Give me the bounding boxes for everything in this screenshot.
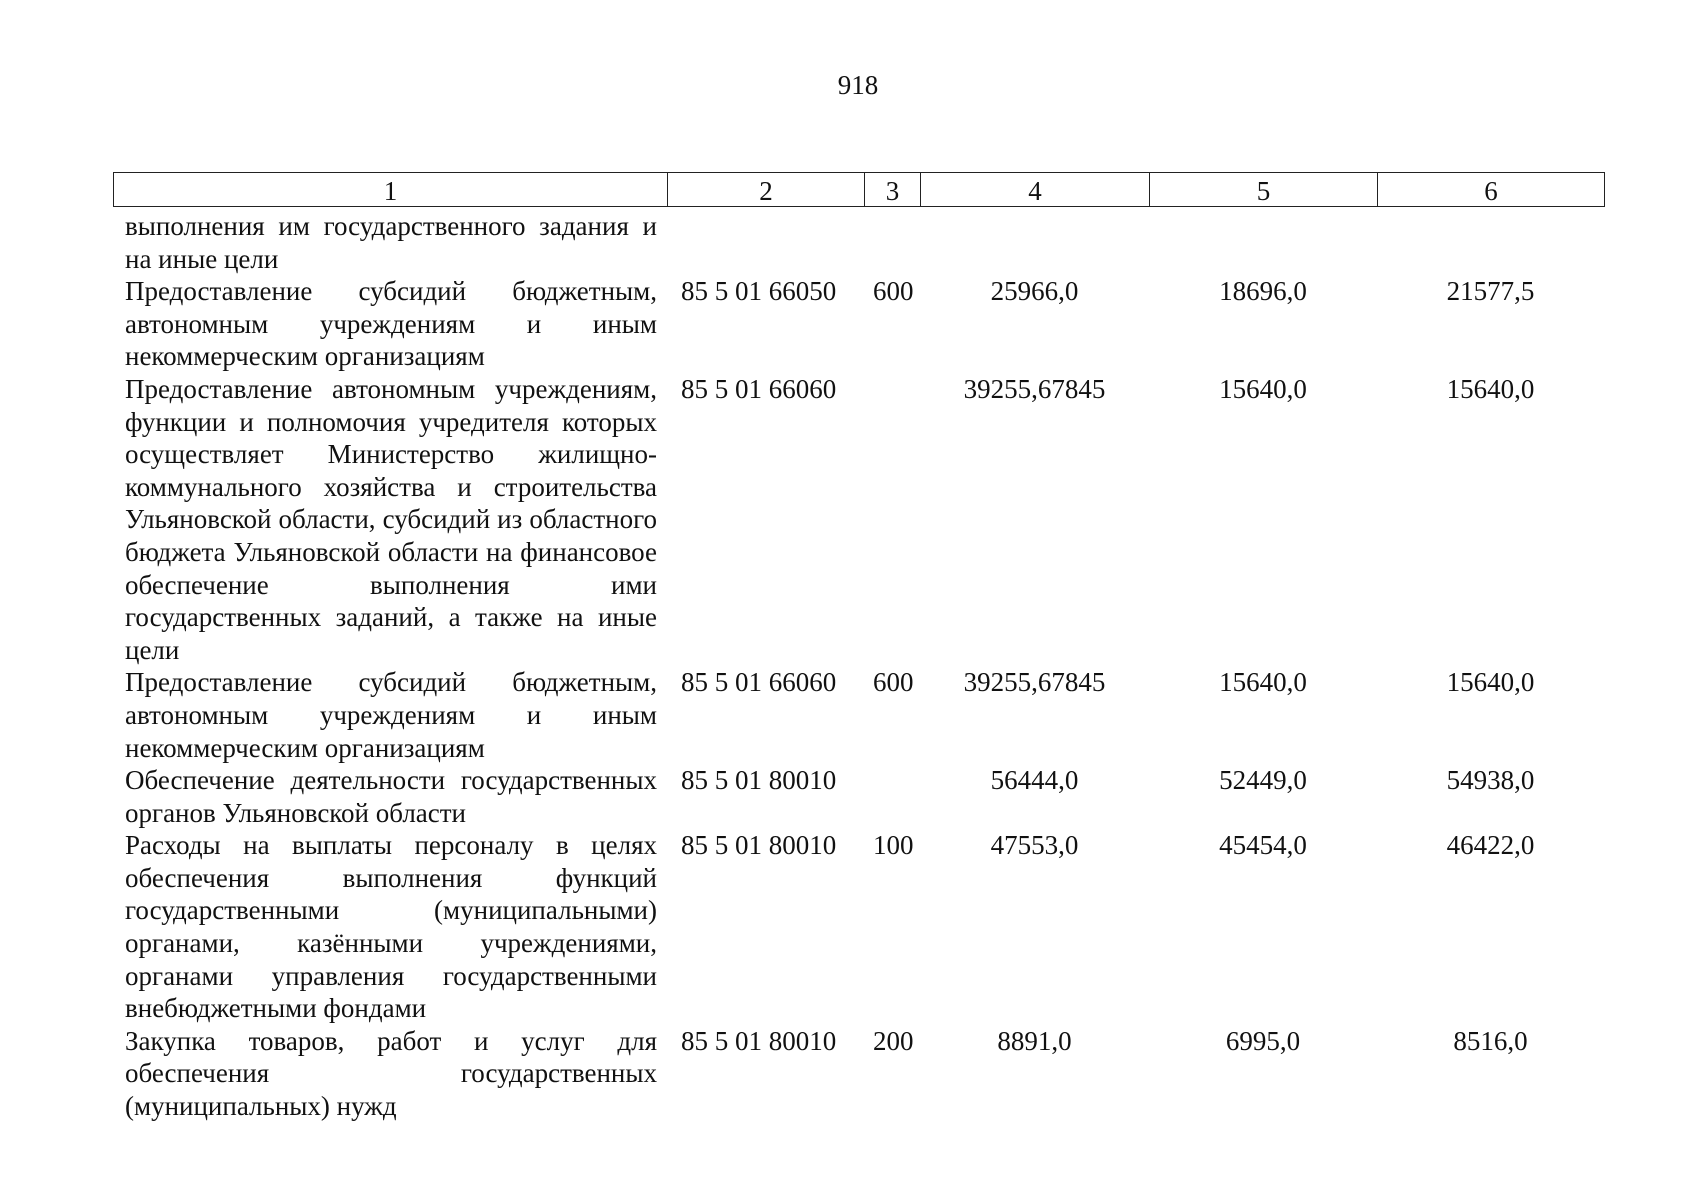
row-value-col4: 8891,0	[997, 1025, 1072, 1056]
row-name: Обеспечение деятельности государственных органов Ульяновской области	[125, 765, 657, 828]
row-code: 85 5 01 80010	[681, 830, 837, 861]
row-value-col5: 6995,0	[1225, 1025, 1301, 1056]
row-name: Предоставление автономным учреждениям, функции и полномочия учредителя которых осуществляет Министерство жилищно-коммунального хозяйства и строительства Ульяновской области, субсидий из областного бюджета Ульяновской области на финансовое обеспечение выполнения ими государственных заданий, а также на иные цели	[125, 373, 657, 665]
header-col-3: 3	[865, 173, 921, 207]
table-row	[113, 829, 1604, 1025]
row-value-col6	[1377, 210, 1604, 275]
budget-table	[113, 210, 1604, 1123]
row-code: 85 5 01 80010	[681, 765, 837, 796]
header-col-2: 2	[668, 173, 865, 207]
row-value-col4: 56444,0	[990, 765, 1079, 796]
row-name: Расходы на выплаты персоналу в целях обеспечения выполнения функций государственными (муниципальными) органами, казёнными учреждениями, органами управления государственными внебюджетными фондами	[125, 830, 657, 1024]
row-value-col6: 46422,0	[1446, 830, 1535, 861]
row-expense-type	[864, 764, 920, 829]
header-row	[114, 173, 1605, 207]
row-value-col4: 39255,67845	[963, 667, 1106, 698]
table-header	[113, 172, 1605, 207]
row-expense-type: 600	[873, 276, 914, 307]
row-value-col4: 39255,67845	[963, 373, 1106, 404]
row-value-col4: 47553,0	[990, 830, 1079, 861]
row-code	[667, 210, 864, 275]
row-expense-type: 600	[873, 667, 914, 698]
row-expense-type: 100	[873, 830, 914, 861]
row-name: Предоставление субсидий бюджетным, автономным учреждениям и иным некоммерческим организациям	[125, 276, 657, 372]
row-value-col5: 18696,0	[1219, 276, 1307, 307]
row-name: выполнения им государственного задания и на иные цели	[125, 211, 657, 274]
header-col-4: 4	[921, 173, 1150, 207]
table-row	[113, 373, 1604, 666]
row-value-col6: 54938,0	[1446, 765, 1535, 796]
row-value-col5	[1149, 210, 1377, 275]
row-expense-type	[864, 373, 920, 666]
row-code: 85 5 01 80010	[681, 1025, 837, 1056]
row-name: Предоставление субсидий бюджетным, автономным учреждениям и иным некоммерческим организациям	[125, 667, 657, 763]
page-number: 918	[837, 70, 879, 100]
table-row	[113, 210, 1604, 275]
row-value-col4: 25966,0	[990, 276, 1079, 307]
row-value-col6: 21577,5	[1446, 276, 1535, 307]
row-value-col5: 15640,0	[1219, 667, 1307, 698]
row-name: Закупка товаров, работ и услуг для обеспечения государственных (муниципальных) нужд	[125, 1025, 657, 1122]
row-value-col4	[920, 210, 1149, 275]
row-value-col5: 52449,0	[1219, 765, 1307, 796]
header-col-1: 1	[114, 173, 668, 207]
row-value-col5: 15640,0	[1219, 373, 1307, 404]
table-body	[113, 210, 1604, 1123]
table-row	[113, 1025, 1604, 1123]
table-row	[113, 666, 1604, 764]
row-code: 85 5 01 66050	[681, 276, 837, 307]
row-code: 85 5 01 66060	[681, 373, 837, 404]
row-value-col5: 45454,0	[1219, 830, 1307, 861]
row-code: 85 5 01 66060	[681, 667, 837, 698]
header-col-6: 6	[1378, 173, 1605, 207]
row-value-col6: 8516,0	[1453, 1025, 1528, 1056]
row-value-col6: 15640,0	[1446, 667, 1535, 698]
row-expense-type: 200	[873, 1025, 914, 1056]
row-value-col6: 15640,0	[1446, 373, 1535, 404]
table-row	[113, 275, 1604, 373]
table-row	[113, 764, 1604, 829]
header-col-5: 5	[1150, 173, 1378, 207]
row-expense-type	[864, 210, 920, 275]
